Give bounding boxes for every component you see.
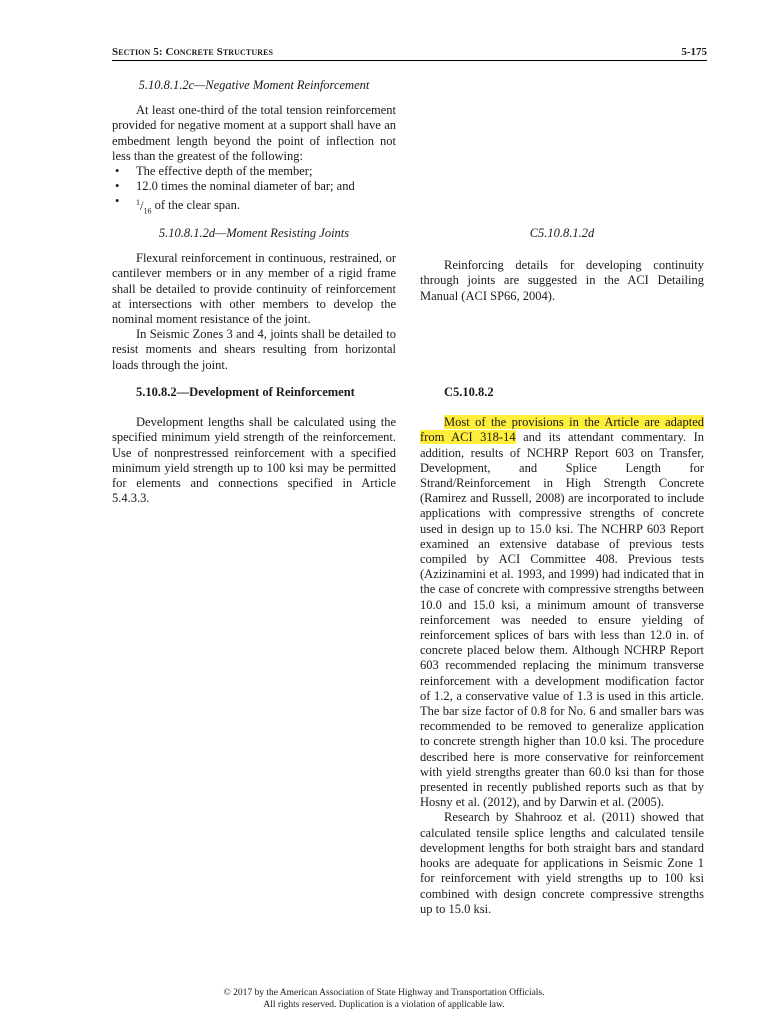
paragraph-aci-provisions: Most of the provisions in the Article are adapted from ACI 318-14 and its attendant commentary. In addition, results of NCHRP Report 603 on Transfer, Development, and Splice Length for Strand/Reinforcement in High Strength Concrete (Ramirez and Russell, 2008) are incorporated to include applications with compressive strengths of concrete used in design up to 15.0 ksi. The NCHRP 603 Report examined an extensive database of previous tests compiled by ACI Committee 408. Previous tests (Azizinamini et al. 1993, and 1999) had indicated that in the case of concrete with compressive strengths between 10.0 and 15.0 ksi, a minimum amount of transverse reinforcement was needed to ensure yielding of reinforcement splices of bars with less than 12.0 in. of concrete placed below them. Although NCHRP Report 603 recommended replacing the minimum transverse reinforcement with a development modification factor of 1.2, a conservative value of 1.3 is used in this article. The bar size factor of 0.8 for No. 6 and smaller bars was recommended to be removed to generalize application to concrete strength higher than 10.0 ksi. The procedure described here is more conservative for reinforcement with yield strengths greater than 60.0 ksi than for those presented in recently published reports such as that by Hosny et al. (2012), and by Darwin et al. (2005). — [420, 415, 704, 810]
copyright-line: © 2017 by the American Association of State Highway and Transportation Officials. — [223, 988, 545, 998]
rights-line: All rights reserved. Duplication is a violation of applicable law. — [263, 1000, 505, 1010]
specification-block-negative-moment — [112, 78, 396, 218]
heading-commentary-c5-10-8-2: C5.10.8.2 — [444, 385, 494, 399]
paragraph-seismic-zones: In Seismic Zones 3 and 4, joints shall be detailed to resist moments and shears resulting from horizontal loads through the joint. — [112, 327, 396, 372]
fraction-one-sixteenth: $^1/_{16}$ — [136, 197, 152, 216]
highlighted-text: Most of the provisions in the Article are adapted from ACI 318-14 — [420, 415, 704, 445]
heading-moment-resisting-joints: 5.10.8.1.2d—Moment Resisting Joints — [158, 226, 350, 240]
bullet-icon: • — [115, 164, 120, 179]
heading-commentary-c5-10-8-1-2d: C5.10.8.1.2d — [529, 226, 595, 240]
specification-block-moment-joints — [112, 226, 396, 373]
copyright-footer — [0, 987, 768, 1011]
section-title: Section 5: Concrete Structures — [112, 46, 274, 58]
page-number: 5-175 — [681, 46, 707, 58]
bullet-icon: • — [115, 179, 120, 194]
paragraph-development-lengths: Development lengths shall be calculated using the specified minimum yield strength of the reinforcement. Use of nonprestressed reinforcement with a specified minimum yield strength up to 100 ksi may be permitted for elements and connections specified in Article 5.4.3.3. — [112, 415, 396, 506]
bullet-item: • 12.0 times the nominal diameter of bar; and — [115, 179, 355, 194]
bullet-item: • The effective depth of the member; — [115, 164, 313, 179]
bullet-list — [112, 164, 396, 218]
commentary-block-moment-joints — [420, 226, 704, 304]
paragraph-negative-moment: At least one-third of the total tension reinforcement provided for negative moment at a support shall have an embedment length beyond the point of inflection not less than the greatest of the following: — [112, 103, 396, 163]
bullet-item: • $^1/_{16}$ of the clear span. — [115, 194, 240, 216]
page-header — [112, 46, 707, 61]
paragraph-shahrooz-research: Research by Shahrooz et al. (2011) showed that calculated tensile splice lengths and calculated tensile development lengths for both straight bars and standard hooks are adequate for applications in Seismic Zone 1 for reinforcement with yield strengths up to 100 ksi combined with design concrete compressive strengths up to 15.0 ksi. — [420, 810, 704, 916]
bullet-icon: • — [115, 194, 120, 209]
heading-negative-moment-reinforcement: 5.10.8.1.2c—Negative Moment Reinforcement — [138, 78, 370, 92]
paragraph-reinforcing-details: Reinforcing details for developing continuity through joints are suggested in the ACI Detailing Manual (ACI SP66, 2004). — [420, 258, 704, 303]
specification-block-development — [112, 385, 396, 506]
paragraph-flexural-reinforcement: Flexural reinforcement in continuous, restrained, or cantilever members or in any member of a rigid frame shall be detailed to provide continuity of reinforcement at intersections with other members to develop the nominal moment resistance of the joint. — [112, 251, 396, 327]
commentary-block-development — [420, 385, 704, 917]
heading-development-of-reinforcement: 5.10.8.2—Development of Reinforcement — [136, 385, 355, 399]
